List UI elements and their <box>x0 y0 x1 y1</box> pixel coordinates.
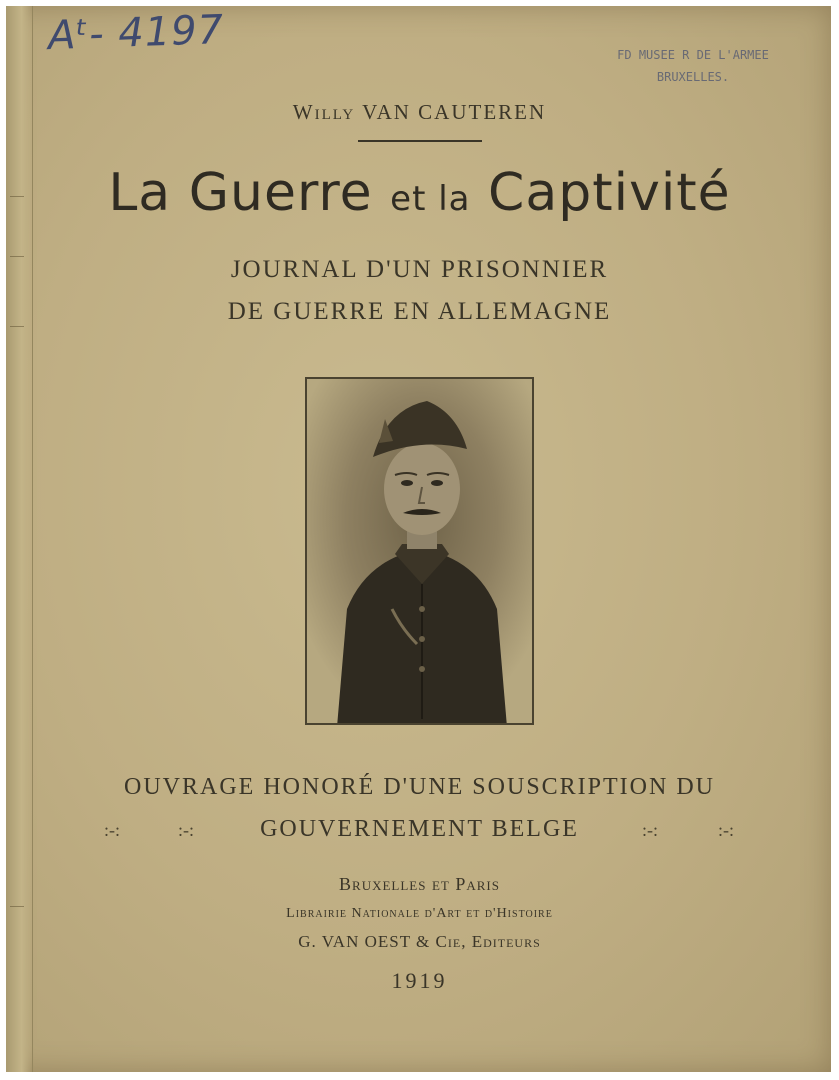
portrait-illustration <box>307 379 534 725</box>
title-connector: et la <box>390 179 471 219</box>
soldier-portrait <box>305 377 534 725</box>
publication-year: 1919 <box>391 968 448 993</box>
publisher-library: Librairie Nationale d'Art et d'Histoire <box>286 906 553 921</box>
title-divider <box>358 140 482 142</box>
subtitle-line-2: DE GUERRE EN ALLEMAGNE <box>227 298 612 325</box>
spine-mark <box>10 326 24 327</box>
stamp-line-1: FD MUSEE R DE L'ARMEE <box>617 48 769 62</box>
honor-line-2: GOUVERNEMENT BELGE <box>260 816 579 842</box>
book-title <box>0 163 839 223</box>
honor-line-1: OUVRAGE HONORÉ D'UNE SOUSCRIPTION DU <box>124 774 715 800</box>
library-stamp <box>588 44 798 88</box>
publisher-name: G. VAN OEST & Cie, Editeurs <box>298 932 541 951</box>
stamp-line-2: BRUXELLES. <box>656 70 730 84</box>
ornament-glyph: :-: <box>178 820 194 840</box>
publisher-city: Bruxelles et Paris <box>339 874 500 894</box>
handwritten-catalog-number: Aᵗ- 4197 <box>47 6 225 60</box>
ornament-glyph: :-: <box>718 820 734 840</box>
ornament-glyph: :-: <box>642 820 658 840</box>
author-name: Willy VAN CAUTEREN <box>292 100 547 124</box>
ornament-glyph: :-: <box>104 820 120 840</box>
title-part-2: Captivité <box>488 163 731 223</box>
title-part-1: La Guerre <box>108 163 373 223</box>
subtitle-line-1: JOURNAL D'UN PRISONNIER <box>230 256 609 283</box>
